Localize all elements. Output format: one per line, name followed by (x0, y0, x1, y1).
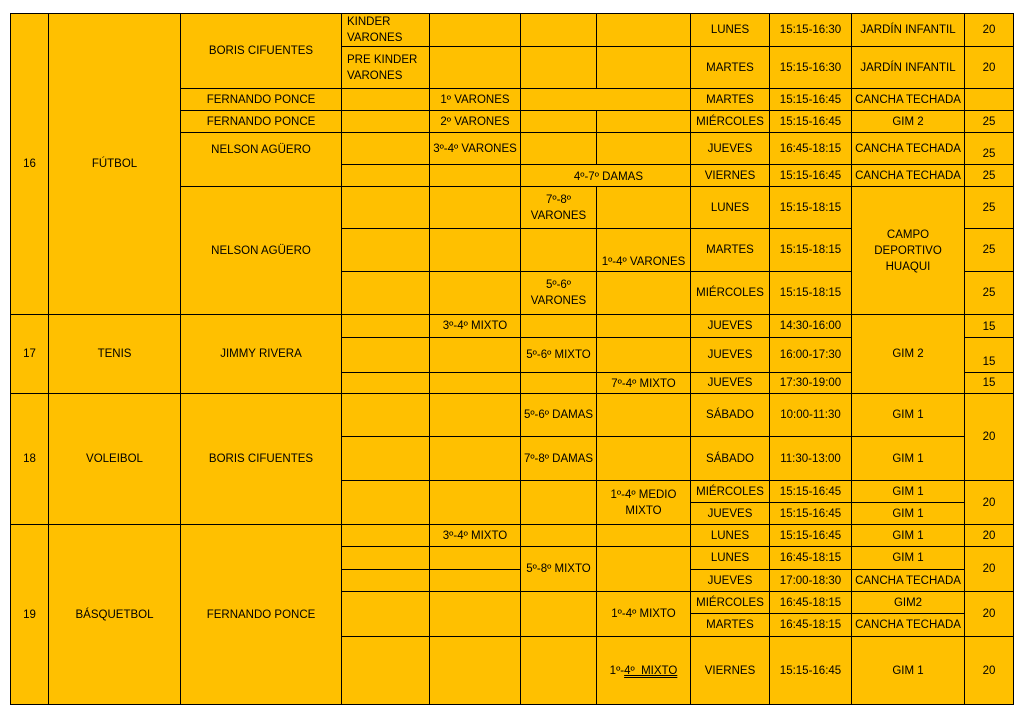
place-label: GIM 1 (851, 546, 965, 570)
time-label: 15:15-16:45 (769, 636, 852, 705)
day-label: MIÉRCOLES (690, 110, 770, 133)
group-label-part: 4º MIXTO (624, 664, 678, 677)
group-label: PRE KINDER VARONES (341, 46, 430, 89)
group-label: 5º-6º MIXTO (520, 337, 597, 373)
day-label: SÁBADO (690, 393, 770, 437)
day-label: JUEVES (690, 569, 770, 592)
grid-cell (341, 164, 430, 187)
grid-cell (429, 480, 521, 525)
place-label: GIM 1 (851, 524, 965, 547)
capacity: 25 (964, 164, 1014, 187)
grid-cell (341, 480, 430, 525)
row-number: 17 (10, 314, 49, 394)
time-label: 11:30-13:00 (769, 436, 852, 481)
day-label: MIÉRCOLES (690, 480, 770, 503)
day-label: MIÉRCOLES (690, 271, 770, 315)
time-label: 15:15-18:15 (769, 228, 852, 272)
place-label: GIM 1 (851, 393, 965, 437)
capacity: 20 (964, 546, 1014, 592)
day-label: LUNES (690, 186, 770, 229)
grid-cell (341, 372, 430, 394)
grid-cell (341, 636, 430, 705)
sport-name: VOLEIBOL (48, 393, 181, 525)
place-label: GIM 1 (851, 502, 965, 525)
grid-cell (596, 186, 691, 229)
day-label: LUNES (690, 546, 770, 570)
grid-cell (341, 271, 430, 315)
teacher-name: NELSON AGÜERO (180, 186, 342, 315)
place-label: CANCHA TECHADA (851, 88, 965, 111)
time-label: 15:15-16:30 (769, 46, 852, 89)
grid-cell (520, 524, 597, 547)
group-label: 3º-4º MIXTO (429, 524, 521, 547)
day-label: VIERNES (690, 164, 770, 187)
day-label: JUEVES (690, 132, 770, 165)
group-label: 4º-7º DAMAS (520, 164, 691, 187)
time-label: 15:15-16:45 (769, 524, 852, 547)
teacher-name: BORIS CIFUENTES (180, 13, 342, 89)
capacity: 20 (964, 636, 1014, 705)
place-label: CANCHA TECHADA (851, 613, 965, 637)
grid-cell (341, 110, 430, 133)
place-label: CANCHA TECHADA (851, 569, 965, 592)
grid-cell (429, 372, 521, 394)
group-label: 1º-4º VARONES (596, 228, 691, 272)
row-number: 18 (10, 393, 49, 525)
grid-cell (429, 228, 521, 272)
group-label: 7º-8º VARONES (520, 186, 597, 229)
capacity: 20 (964, 13, 1014, 47)
time-label: 15:15-18:15 (769, 271, 852, 315)
grid-cell (596, 436, 691, 481)
capacity: 25 (964, 228, 1014, 272)
capacity: 20 (964, 393, 1014, 481)
day-label: JUEVES (690, 502, 770, 525)
place-label: JARDÍN INFANTIL (851, 46, 965, 89)
group-label: 1º VARONES (429, 88, 521, 111)
grid-cell (520, 13, 597, 47)
grid-cell (596, 46, 691, 89)
day-label: JUEVES (690, 372, 770, 394)
day-label: MIÉRCOLES (690, 591, 770, 614)
group-label: 7º-8º DAMAS (520, 436, 597, 481)
capacity: 20 (964, 46, 1014, 89)
grid-cell (341, 132, 430, 165)
capacity: 20 (964, 591, 1014, 637)
time-label: 15:15-18:15 (769, 186, 852, 229)
grid-cell (429, 569, 521, 592)
teacher-name: JIMMY RIVERA (180, 314, 342, 394)
teacher-name: FERNANDO PONCE (180, 110, 342, 133)
capacity: 25 (964, 271, 1014, 315)
time-label: 16:45-18:15 (769, 613, 852, 637)
grid-cell (596, 110, 691, 133)
place-label: JARDÍN INFANTIL (851, 13, 965, 47)
grid-cell (429, 164, 521, 187)
day-label: MARTES (690, 613, 770, 637)
teacher-name: FERNANDO PONCE (180, 88, 342, 111)
day-label: VIERNES (690, 636, 770, 705)
day-label: SÁBADO (690, 436, 770, 481)
grid-cell (520, 88, 691, 111)
group-label: 1º-4º MEDIO MIXTO (596, 480, 691, 525)
grid-cell (596, 524, 691, 547)
grid-cell (429, 636, 521, 705)
capacity: 25 (964, 110, 1014, 133)
group-label: 5º-8º MIXTO (520, 546, 597, 592)
group-label: 1º-4º MIXTO (596, 591, 691, 637)
day-label: JUEVES (690, 337, 770, 373)
grid-cell (341, 436, 430, 481)
time-label: 16:45-18:15 (769, 132, 852, 165)
grid-cell (429, 271, 521, 315)
row-number: 16 (10, 13, 49, 315)
grid-cell (429, 186, 521, 229)
grid-cell (596, 314, 691, 338)
place-label: GIM 1 (851, 480, 965, 503)
place-label: GIM 1 (851, 636, 965, 705)
grid-cell (429, 46, 521, 89)
grid-cell (429, 546, 521, 570)
grid-cell (429, 591, 521, 637)
time-label: 17:00-18:30 (769, 569, 852, 592)
time-label: 15:15-16:45 (769, 502, 852, 525)
grid-cell (341, 88, 430, 111)
time-label: 16:45-18:15 (769, 591, 852, 614)
time-label: 16:00-17:30 (769, 337, 852, 373)
row-number: 19 (10, 524, 49, 705)
grid-cell (341, 228, 430, 272)
group-label: 5º-6º DAMAS (520, 393, 597, 437)
group-label: 3º-4º MIXTO (429, 314, 521, 338)
time-label: 15:15-16:45 (769, 164, 852, 187)
sport-name: TENIS (48, 314, 181, 394)
grid-cell (596, 132, 691, 165)
grid-cell (596, 393, 691, 437)
grid-cell (596, 13, 691, 47)
grid-cell (520, 132, 597, 165)
time-label: 15:15-16:45 (769, 480, 852, 503)
time-label: 17:30-19:00 (769, 372, 852, 394)
grid-cell (520, 228, 597, 272)
capacity: 15 (964, 337, 1014, 373)
grid-cell (520, 314, 597, 338)
sport-name: FÚTBOL (48, 13, 181, 315)
place-label: CAMPO DEPORTIVO HUAQUI (851, 186, 965, 315)
teacher-name: NELSON AGÜERO (180, 132, 342, 187)
grid-cell (429, 13, 521, 47)
grid-cell (596, 271, 691, 315)
grid-cell (520, 110, 597, 133)
group-label: 3º-4º VARONES (429, 132, 521, 165)
day-label: MARTES (690, 46, 770, 89)
capacity: 25 (964, 132, 1014, 165)
place-label: CANCHA TECHADA (851, 132, 965, 165)
day-label: LUNES (690, 13, 770, 47)
time-label: 16:45-18:15 (769, 546, 852, 570)
day-label: MARTES (690, 88, 770, 111)
grid-cell (520, 372, 597, 394)
grid-cell (429, 436, 521, 481)
capacity: 20 (964, 480, 1014, 525)
place-label: GIM 1 (851, 436, 965, 481)
grid-cell (520, 636, 597, 705)
group-label (596, 636, 691, 705)
place-label: GIM 2 (851, 110, 965, 133)
grid-cell (429, 393, 521, 437)
grid-cell (341, 546, 430, 570)
capacity: 25 (964, 186, 1014, 229)
teacher-name: FERNANDO PONCE (180, 524, 342, 705)
place-label: CANCHA TECHADA (851, 164, 965, 187)
grid-cell (341, 186, 430, 229)
day-label: MARTES (690, 228, 770, 272)
place-label: GIM2 (851, 591, 965, 614)
grid-cell (341, 393, 430, 437)
grid-cell (596, 337, 691, 373)
capacity: 15 (964, 372, 1014, 394)
grid-cell (520, 480, 597, 525)
grid-cell (341, 314, 430, 338)
teacher-name: BORIS CIFUENTES (180, 393, 342, 525)
capacity: 15 (964, 314, 1014, 338)
group-label: KINDER VARONES (341, 13, 430, 47)
time-label: 14:30-16:00 (769, 314, 852, 338)
capacity (964, 88, 1014, 111)
grid-cell (429, 337, 521, 373)
grid-cell (341, 591, 430, 637)
grid-cell (520, 591, 597, 637)
grid-cell (341, 524, 430, 547)
grid-cell (520, 46, 597, 89)
grid-cell (341, 569, 430, 592)
group-label: 5º-6º VARONES (520, 271, 597, 315)
time-label: 10:00-11:30 (769, 393, 852, 437)
time-label: 15:15-16:30 (769, 13, 852, 47)
capacity: 20 (964, 524, 1014, 547)
day-label: JUEVES (690, 314, 770, 338)
place-label: GIM 2 (851, 314, 965, 394)
grid-cell (341, 337, 430, 373)
group-label: 2º VARONES (429, 110, 521, 133)
group-label: 7º-4º MIXTO (596, 372, 691, 394)
time-label: 15:15-16:45 (769, 110, 852, 133)
day-label: LUNES (690, 524, 770, 547)
sport-name: BÁSQUETBOL (48, 524, 181, 705)
time-label: 15:15-16:45 (769, 88, 852, 111)
grid-cell (596, 546, 691, 592)
group-label-part: 1º- (609, 664, 625, 677)
